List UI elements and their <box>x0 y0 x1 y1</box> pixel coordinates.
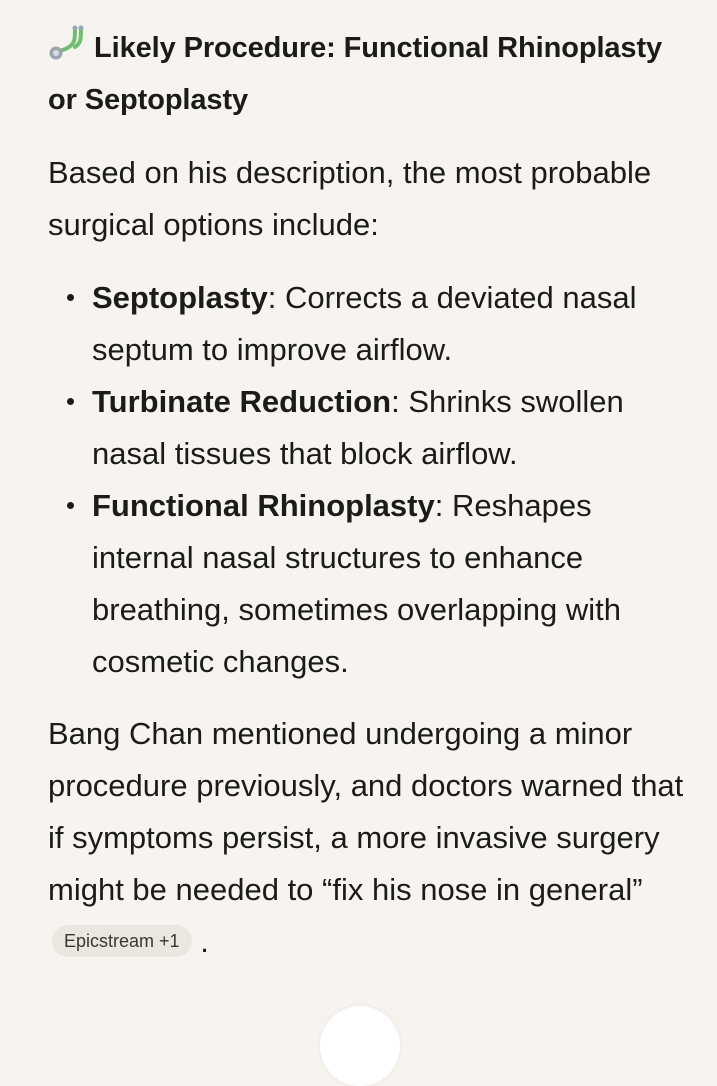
option-description: Shrinks swollen nasal tissues that block airflow. <box>92 384 624 471</box>
bullet-dot <box>67 294 74 301</box>
stethoscope-icon <box>48 25 88 61</box>
option-term: Septoplasty <box>92 280 268 315</box>
scroll-down-button[interactable] <box>320 1006 400 1086</box>
bullet-dot <box>67 502 74 509</box>
list-item-functional-rhinoplasty <box>48 480 688 688</box>
section-heading-text: Likely Procedure: Functional Rhinoplasty or Septoplasty <box>48 32 663 116</box>
procedure-options-list <box>48 272 688 688</box>
intro-paragraph: Based on his description, the most probable surgical options include: <box>48 155 652 242</box>
option-term: Functional Rhinoplasty <box>92 488 435 523</box>
closing-paragraph <box>48 708 688 968</box>
closing-text: Bang Chan mentioned undergoing a minor procedure previously, and doctors warned that if symptoms persist, a more invasive surgery might be needed to “fix his nose in general” <box>48 716 684 907</box>
closing-period: . <box>200 924 209 959</box>
option-description: Corrects a deviated nasal septum to improve airflow. <box>92 280 637 367</box>
source-citation-chip[interactable]: Epicstream +1 <box>52 925 192 957</box>
section-heading <box>48 22 688 126</box>
option-separator: : <box>434 488 444 523</box>
option-term: Turbinate Reduction <box>92 384 392 419</box>
response-content <box>48 22 688 968</box>
option-separator: : <box>391 384 400 419</box>
list-item-turbinate-reduction <box>48 376 688 480</box>
list-item-septoplasty <box>48 272 688 376</box>
bullet-dot <box>67 398 74 405</box>
option-separator: : <box>267 280 277 315</box>
option-description: Reshapes internal nasal structures to enhance breathing, sometimes overlapping with cosmetic changes. <box>92 488 621 679</box>
